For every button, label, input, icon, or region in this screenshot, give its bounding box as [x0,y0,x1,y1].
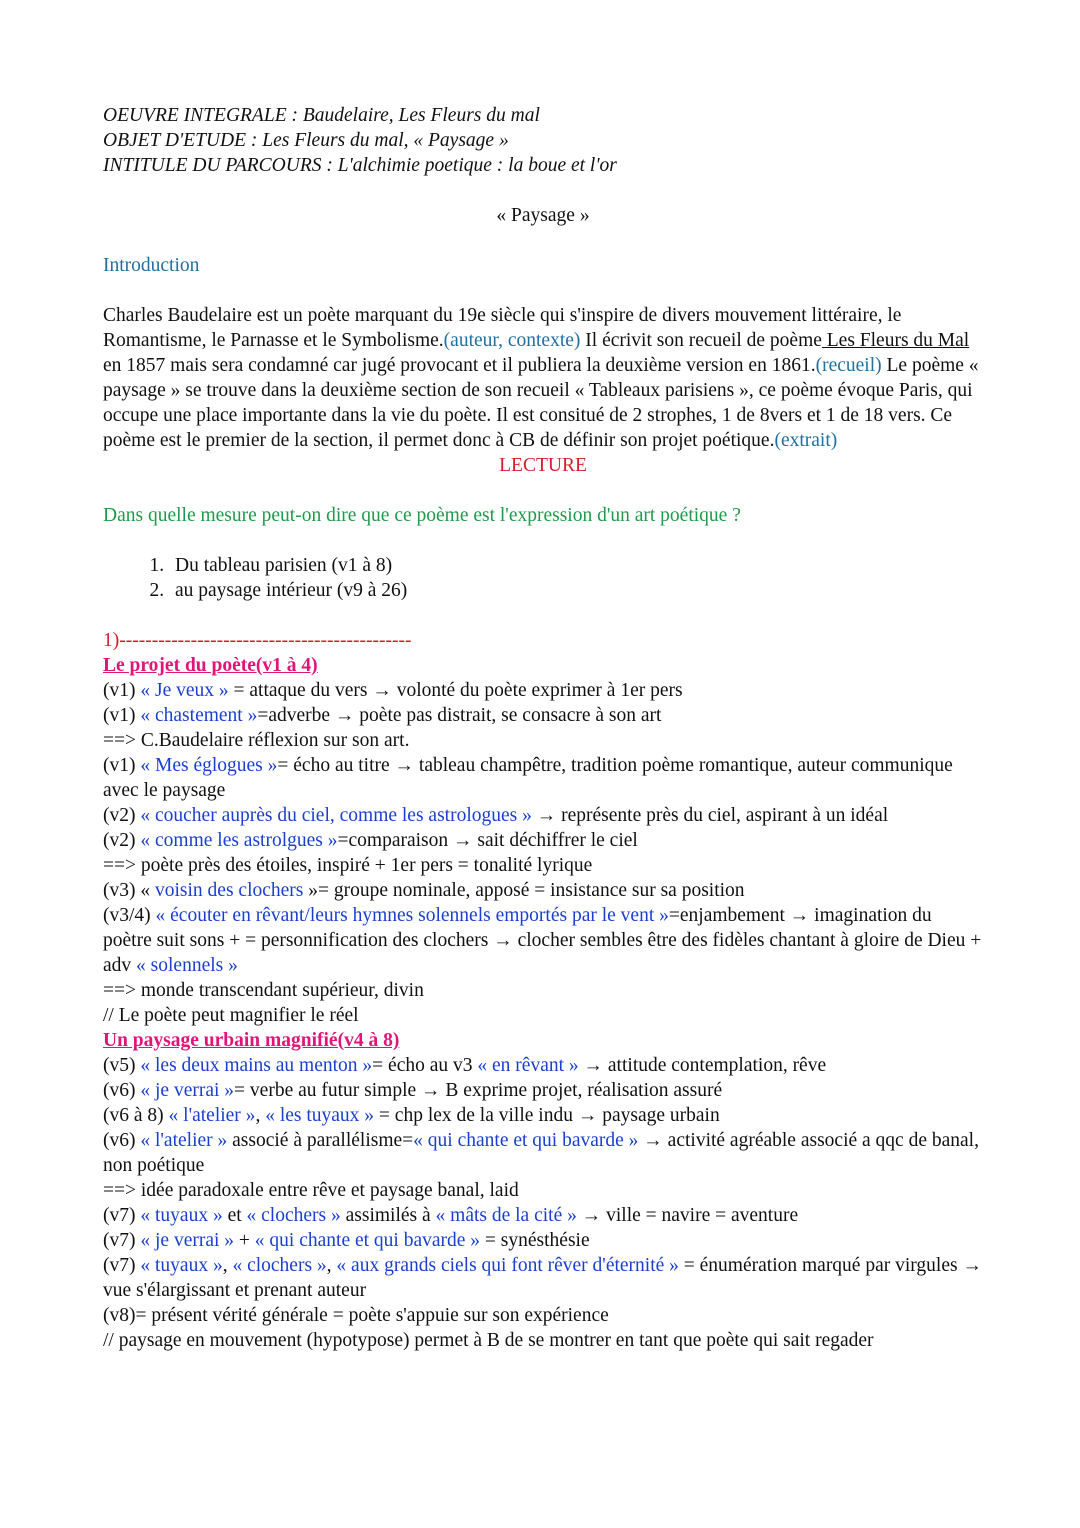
analysis-line [103,1128,983,1178]
tag-auteur-contexte: (auteur, contexte) [443,330,581,351]
separator: , [222,1255,233,1276]
quote: « tuyaux » [140,1205,223,1226]
analysis-line [103,1103,983,1128]
analysis-line [103,1203,983,1228]
intro-text-b: Il écrivit son recueil de poème [580,330,822,351]
analysis-line: (v8)= présent vérité générale = poète s'appuie sur son expérience [103,1305,609,1326]
intro-paragraph [103,303,983,453]
analysis-line [103,903,983,978]
separator: , [255,1105,266,1126]
quote: « qui chante et qui bavarde » [413,1130,639,1151]
conclusion-line: ==> idée paradoxale entre rêve et paysage banal, laid [103,1180,519,1201]
comment: = attaque du vers → volonté du poète exprimer à 1er pers [228,680,683,701]
analysis-line [103,1253,983,1303]
plan-item: 1. Du tableau parisien (v1 à 8) [169,553,983,578]
analysis-line [103,1053,983,1078]
header-parcours: INTITULE DU PARCOURS : L'alchimie poetique : la boue et l'or [103,155,617,176]
quote: « écouter en rêvant/leurs hymnes solennels emportés par le vent » [155,905,669,926]
verse-ref: (v6 à 8) [103,1105,169,1126]
verse-ref: (v3) « [103,880,155,901]
comment: =enjambement → imagination du poètre suit sons + = personnification des clochers → clocher sembles être des fidèles chantant à gloire de Dieu + adv [103,905,982,976]
verse-ref: (v1) [103,705,141,726]
quote: « les tuyaux » [265,1105,375,1126]
verse-ref: (v7) [103,1255,141,1276]
quote: « chastement » [140,705,258,726]
tag-extrait: (extrait) [774,430,838,451]
quote: « mâts de la cité » [435,1205,577,1226]
intro-text-c: en 1857 mais sera condamné car jugé provocant et il publiera la deuxième version en 1861. [103,355,816,376]
quote: « Je veux » [140,680,229,701]
comment: =adverbe → poète pas distrait, se consacre à son art [257,705,662,726]
verse-ref: (v5) [103,1055,141,1076]
comment: → représente près du ciel, aspirant à un idéal [531,805,889,826]
summary-line: // Le poète peut magnifier le réel [103,1005,359,1026]
intro-text-a: Charles Baudelaire est un poète marquant du 19e siècle qui s'inspire de divers mouvement littéraire, le Romantisme, le Parnasse et le Symbolisme. [103,305,902,351]
verse-ref: (v6) [103,1080,141,1101]
verse-ref: (v7) [103,1205,141,1226]
comment: =comparaison → sait déchiffrer le ciel [337,830,638,851]
section-title-paysage: Un paysage urbain magnifié(v4 à 8) [103,1030,400,1051]
quote: « clochers » [232,1255,327,1276]
separator: , [326,1255,337,1276]
comment: = énumération marqué par virgules → vue s'élargissant et prenant auteur [103,1255,982,1301]
plan-list [103,553,983,603]
quote: « clochers » [246,1205,341,1226]
plan-item: 2. au paysage intérieur (v9 à 26) [169,578,983,603]
conclusion-line: ==> poète près des étoiles, inspiré + 1er pers = tonalité lyrique [103,855,593,876]
quote: « qui chante et qui bavarde » [254,1230,481,1251]
conclusion-line: ==> C.Baudelaire réflexion sur son art. [103,730,410,751]
comment: → attitude contemplation, rêve [578,1055,827,1076]
comment: → activité agréable associé a qqc de banal, non poétique [103,1130,979,1176]
comment: = verbe au futur simple → B exprime projet, réalisation assuré [234,1080,723,1101]
analysis-line [103,803,983,828]
document-page [103,103,983,1353]
analysis-line [103,828,983,853]
analysis-line [103,878,983,903]
comment: associé à parallélisme= [227,1130,414,1151]
comment: et [222,1205,247,1226]
analysis-line [103,678,983,703]
comment: = écho au v3 [372,1055,478,1076]
quote: « tuyaux » [140,1255,223,1276]
tag-recueil: (recueil) [815,355,882,376]
quote: « les deux mains au menton » [140,1055,373,1076]
comment: = synésthésie [480,1230,590,1251]
verse-ref: (v1) [103,755,141,776]
header-objet: OBJET D'ETUDE : Les Fleurs du mal, « Paysage » [103,130,509,151]
quote: « l'atelier » [140,1130,228,1151]
quote: « solennels » [136,955,238,976]
verse-ref: (v2) [103,805,141,826]
quote: « aux grands ciels qui font rêver d'éternité » [336,1255,679,1276]
lecture-label: LECTURE [499,455,587,476]
analysis-line [103,1228,983,1253]
quote: « je verrai » [140,1230,235,1251]
comment: = écho au titre → tableau champêtre, tradition poème romantique, auteur communique avec le paysage [103,755,953,801]
verse-ref: (v2) [103,830,141,851]
part-marker: 1)--------------------------------------------- [103,630,412,651]
document-title: « Paysage » [496,205,590,226]
intro-text-d: Le poème « paysage » se trouve dans la deuxième section de son recueil « Tableaux parisiens », ce poème évoque Paris, qui occupe une place importante dans la vie du poète. Il est consitué de 2 strophes, 1 de 8vers et 1 de 18 vers. Ce poème est le premier de la section, il permet donc à CB de définir son projet poétique. [103,355,979,451]
analysis-line [103,1078,983,1103]
comment: assimilés à [340,1205,436,1226]
analysis-line [103,703,983,728]
quote: « Mes églogues » [140,755,278,776]
book-title: Les Fleurs du Mal [821,330,970,351]
verse-ref: (v6) [103,1130,141,1151]
comment: → ville = navire = aventure [576,1205,799,1226]
quote: « l'atelier » [168,1105,256,1126]
summary-line: // paysage en mouvement (hypotypose) permet à B de se montrer en tant que poète qui sait regader [103,1330,874,1351]
comment: = chp lex de la ville indu → paysage urbain [374,1105,720,1126]
quote: « comme les astrolgues » [140,830,338,851]
comment: + [234,1230,255,1251]
header-oeuvre: OEUVRE INTEGRALE : Baudelaire, Les Fleurs du mal [103,105,540,126]
verse-ref: (v1) [103,680,141,701]
comment: »= groupe nominale, apposé = insistance sur sa position [303,880,745,901]
verse-ref: (v3/4) [103,905,156,926]
verse-ref: (v7) [103,1230,141,1251]
section-title-projet: Le projet du poète(v1 à 4) [103,655,318,676]
analysis-line [103,753,983,803]
problematique: Dans quelle mesure peut-on dire que ce poème est l'expression d'un art poétique ? [103,505,741,526]
quote: « je verrai » [140,1080,235,1101]
quote: « coucher auprès du ciel, comme les astrologues » [140,805,532,826]
intro-heading: Introduction [103,255,200,276]
conclusion-line: ==> monde transcendant supérieur, divin [103,980,424,1001]
quote: « en rêvant » [477,1055,579,1076]
quote: voisin des clochers [155,880,304,901]
